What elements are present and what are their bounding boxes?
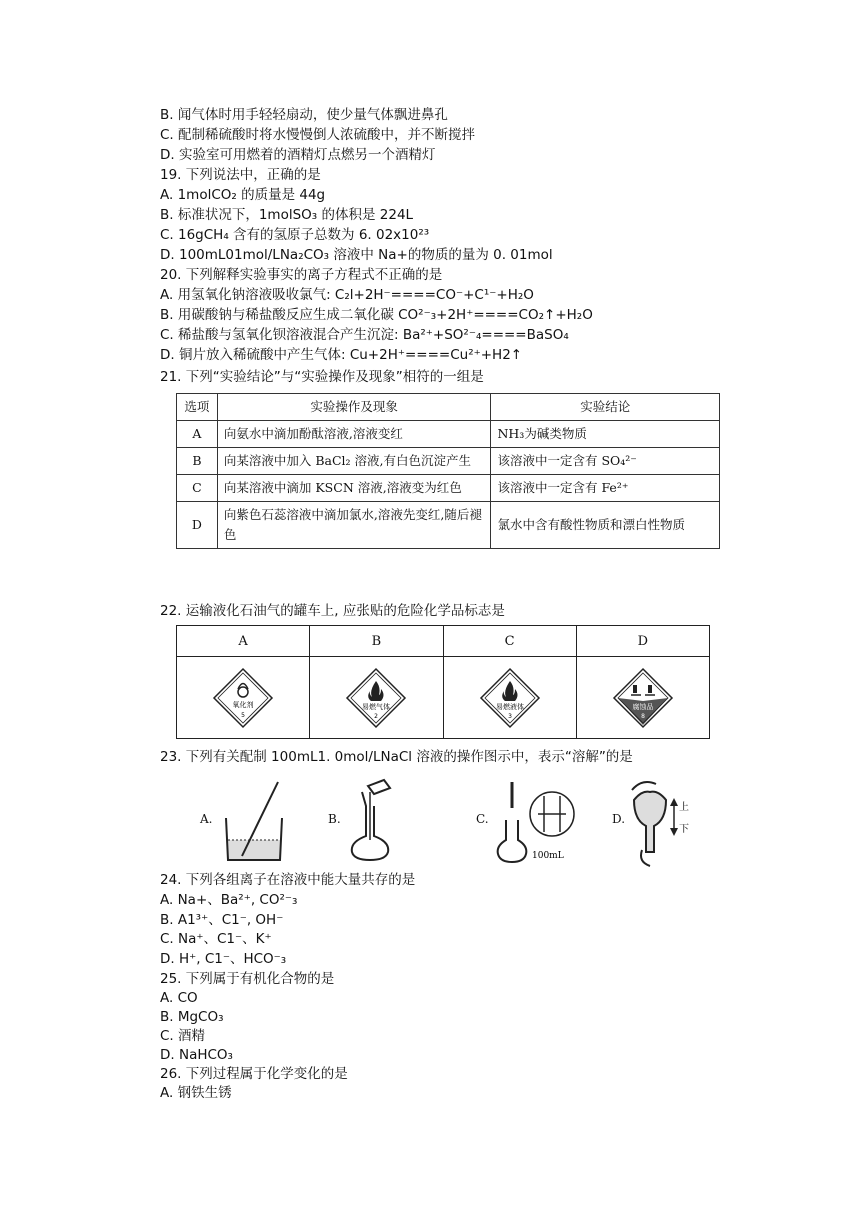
question-24: 24. 下列各组离子在溶液中能大量共存的是: [160, 872, 416, 888]
question-24-option-c: C. Na⁺、C1⁻、K⁺: [160, 931, 272, 947]
question-19: 19. 下列说法中，正确的是: [160, 167, 321, 183]
question-25-option-a: A. CO: [160, 990, 198, 1006]
question-26: 26. 下列过程属于化学变化的是: [160, 1066, 348, 1082]
fig-label-c: C.: [476, 812, 489, 826]
question-24-option-a: A. Na+、Ba²⁺, CO²⁻₃: [160, 892, 298, 908]
question-20: 20. 下列解释实验事实的离子方程式不正确的是: [160, 267, 443, 283]
question-20-option-c: C. 稀盐酸与氢氧化钡溶液混合产生沉淀: Ba²⁺+SO²⁻₄====BaSO₄: [160, 327, 569, 343]
row-operation: 向某溶液中加入 BaCl₂ 溶液,有白色沉淀产生: [217, 448, 491, 475]
sign-cell: [177, 657, 310, 739]
flammable-gas-icon: [345, 667, 407, 729]
down-label: 下: [679, 824, 689, 835]
beaker-stir-diagram: [222, 778, 292, 868]
question-22: 22. 运输液化石油气的罐车上, 应张贴的危险化学品标志是: [160, 603, 505, 619]
question-20-option-a: A. 用氢氧化钠溶液吸收氯气: C₂l+2H⁻====CO⁻+C¹⁻+H₂O: [160, 287, 534, 303]
table-row: [177, 475, 720, 502]
sign-label: 腐蚀品: [632, 702, 654, 711]
header-option: 选项: [177, 394, 218, 421]
question-25-option-b: B. MgCO₃: [160, 1009, 224, 1025]
header-a: A: [177, 626, 310, 657]
row-conclusion: 该溶液中一定含有 Fe²⁺: [491, 475, 720, 502]
header-c: C: [443, 626, 576, 657]
volume-label: 100mL: [532, 851, 564, 861]
corrosive-icon: [612, 667, 674, 729]
sign-label: 易燃气体: [362, 702, 391, 711]
table-header-row: [177, 394, 720, 421]
row-conclusion: 该溶液中一定含有 SO₄²⁻: [491, 448, 720, 475]
inverting-flask-diagram: [628, 770, 698, 870]
question-25: 25. 下列属于有机化合物的是: [160, 971, 335, 987]
question-19-option-d: D. 100mL01mol/LNa₂CO₃ 溶液中 Na+的物质的量为 0. 01mol: [160, 247, 553, 263]
question-21-table: [176, 393, 720, 549]
table-header-row: [177, 626, 710, 657]
question-22-table: [176, 625, 710, 739]
option-19prev-b: B. 闻气体时用手轻轻扇动，使少量气体飘进鼻孔: [160, 107, 448, 123]
flammable-liquid-icon: [479, 667, 541, 729]
sign-cell: [576, 657, 709, 739]
question-19-option-a: A. 1molCO₂ 的质量是 44g: [160, 187, 326, 203]
sign-label: 氧化剂: [232, 700, 254, 709]
row-operation: 向某溶液中滴加 KSCN 溶液,溶液变为红色: [217, 475, 491, 502]
row-option: D: [177, 502, 218, 549]
question-23: 23. 下列有关配制 100mL1. 0mol/LNaCl 溶液的操作图示中，表示“溶解”的是: [160, 749, 633, 765]
table-row: [177, 657, 710, 739]
fig-label-b: B.: [328, 812, 341, 826]
option-19prev-c: C. 配制稀硫酸时将水慢慢倒人浓硫酸中，并不断搅拌: [160, 127, 476, 143]
sign-cell: [310, 657, 443, 739]
row-operation: 向氨水中滴加酚酞溶液,溶液变红: [217, 421, 491, 448]
row-conclusion: NH₃为碱类物质: [491, 421, 720, 448]
table-row: [177, 448, 720, 475]
question-20-option-d: D. 铜片放入稀硫酸中产生气体: Cu+2H⁺====Cu²⁺+H2↑: [160, 347, 523, 363]
sign-number: 2: [374, 712, 379, 720]
question-24-option-d: D. H⁺, C1⁻、HCO⁻₃: [160, 951, 287, 967]
sign-number: 5: [241, 711, 246, 719]
up-label: 上: [679, 802, 689, 813]
dropper-flask-diagram: [494, 778, 584, 868]
table-row: [177, 502, 720, 549]
sign-label: 易燃液体: [495, 702, 524, 711]
option-19prev-d: D. 实验室可用燃着的酒精灯点燃另一个酒精灯: [160, 147, 436, 163]
fig-label-a: A.: [200, 812, 213, 826]
row-operation: 向紫色石蕊溶液中滴加氯水,溶液先变红,随后褪色: [217, 502, 491, 549]
oxidizer-hazard-icon: [212, 667, 274, 729]
sign-cell: [443, 657, 576, 739]
header-d: D: [576, 626, 709, 657]
header-conclusion: 实验结论: [491, 394, 720, 421]
row-option: B: [177, 448, 218, 475]
header-b: B: [310, 626, 443, 657]
row-option: C: [177, 475, 218, 502]
question-26-option-a: A. 钢铁生锈: [160, 1085, 232, 1101]
row-conclusion: 氯水中含有酸性物质和漂白性物质: [491, 502, 720, 549]
question-25-option-c: C. 酒精: [160, 1028, 206, 1044]
sign-number: 3: [507, 712, 512, 720]
question-24-option-b: B. A1³⁺、C1⁻, OH⁻: [160, 912, 284, 928]
fig-label-d: D.: [612, 812, 626, 826]
table-row: [177, 421, 720, 448]
sign-number: 8: [640, 712, 645, 720]
question-19-option-b: B. 标准状况下，1molSO₃ 的体积是 224L: [160, 207, 414, 223]
question-21: 21. 下列“实验结论”与“实验操作及现象”相符的一组是: [160, 369, 484, 385]
header-operation: 实验操作及现象: [217, 394, 491, 421]
volumetric-flask-pour-diagram: [346, 778, 396, 862]
question-20-option-b: B. 用碳酸钠与稀盐酸反应生成二氧化碳 CO²⁻₃+2H⁺====CO₂↑+H₂O: [160, 307, 593, 323]
row-option: A: [177, 421, 218, 448]
question-25-option-d: D. NaHCO₃: [160, 1047, 233, 1063]
question-19-option-c: C. 16gCH₄ 含有的氢原子总数为 6. 02x10²³: [160, 227, 430, 243]
